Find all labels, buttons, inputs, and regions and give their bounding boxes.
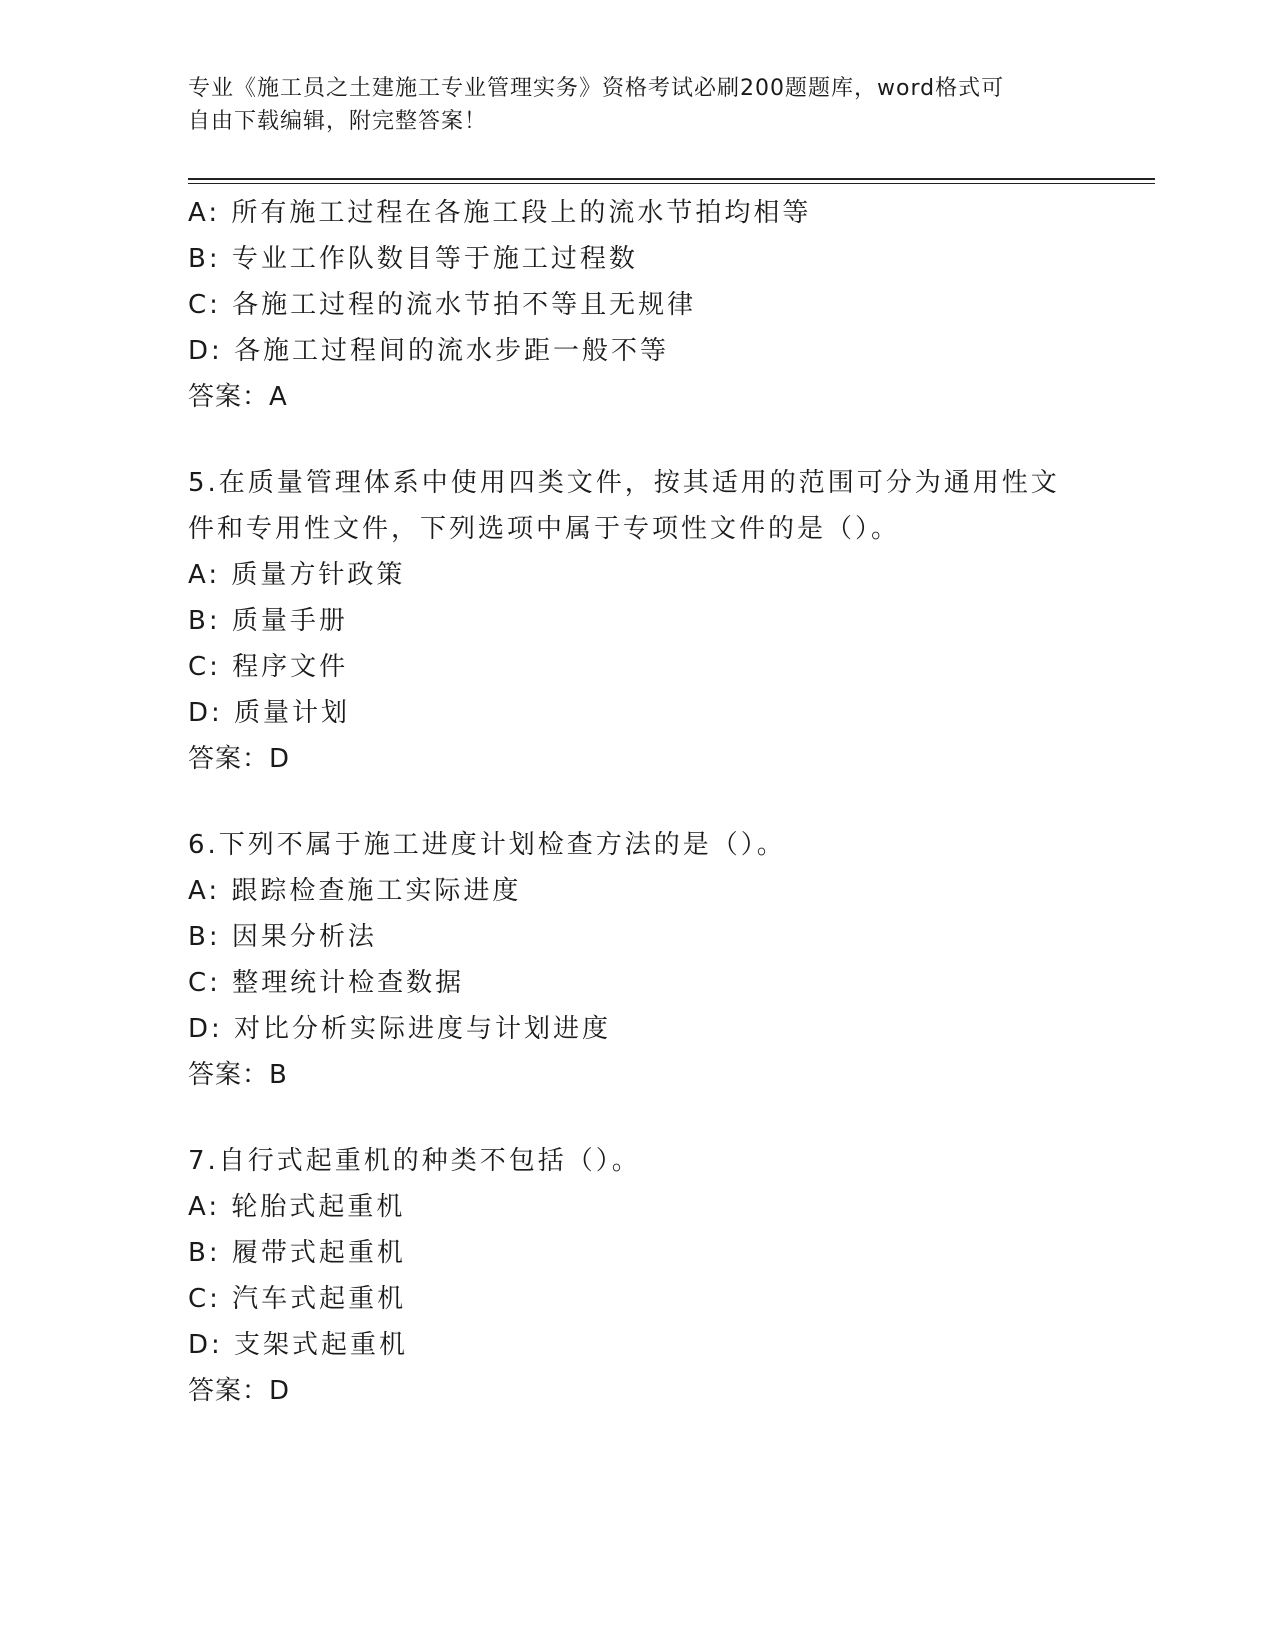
header-rule-thin <box>188 183 1155 184</box>
question-text: 5.在质量管理体系中使用四类文件，按其适用的范围可分为通用性文 <box>188 468 1060 498</box>
option-c: C: 程序文件 <box>188 652 349 682</box>
document-header <box>188 72 1088 138</box>
option-b: B: 质量手册 <box>188 606 348 636</box>
header-line-2: 自由下载编辑，附完整答案！ <box>188 109 488 134</box>
option-c: C: 各施工过程的流水节拍不等且无规律 <box>188 290 697 320</box>
option-d: D: 质量计划 <box>188 698 351 728</box>
option-d: D: 支架式起重机 <box>188 1330 409 1360</box>
option-a: A: 质量方针政策 <box>188 560 406 590</box>
question-block <box>188 822 1088 1098</box>
question-block <box>188 190 1088 420</box>
question-text-continued: 件和专用性文件，下列选项中属于专项性文件的是（）。 <box>188 514 901 544</box>
header-rule-thick <box>188 178 1155 180</box>
answer: 答案：D <box>188 1376 291 1406</box>
option-a: A: 跟踪检查施工实际进度 <box>188 876 522 906</box>
header-line-1: 专业《施工员之土建施工专业管理实务》资格考试必刷200题题库，word格式可 <box>188 76 1005 101</box>
question-text: 6.下列不属于施工进度计划检查方法的是（）。 <box>188 830 786 860</box>
answer: 答案：D <box>188 744 291 774</box>
option-b: B: 专业工作队数目等于施工过程数 <box>188 244 638 274</box>
option-c: C: 汽车式起重机 <box>188 1284 407 1314</box>
option-d: D: 各施工过程间的流水步距一般不等 <box>188 336 670 366</box>
option-b: B: 履带式起重机 <box>188 1238 406 1268</box>
answer: 答案：B <box>188 1060 288 1090</box>
question-block <box>188 1138 1088 1414</box>
answer: 答案：A <box>188 382 288 412</box>
question-block <box>188 460 1088 782</box>
option-a: A: 轮胎式起重机 <box>188 1192 406 1222</box>
option-d: D: 对比分析实际进度与计划进度 <box>188 1014 612 1044</box>
question-list <box>188 190 1088 1414</box>
option-a: A: 所有施工过程在各施工段上的流水节拍均相等 <box>188 198 812 228</box>
question-text: 7.自行式起重机的种类不包括（）。 <box>188 1146 641 1176</box>
option-b: B: 因果分析法 <box>188 922 377 952</box>
option-c: C: 整理统计检查数据 <box>188 968 465 998</box>
